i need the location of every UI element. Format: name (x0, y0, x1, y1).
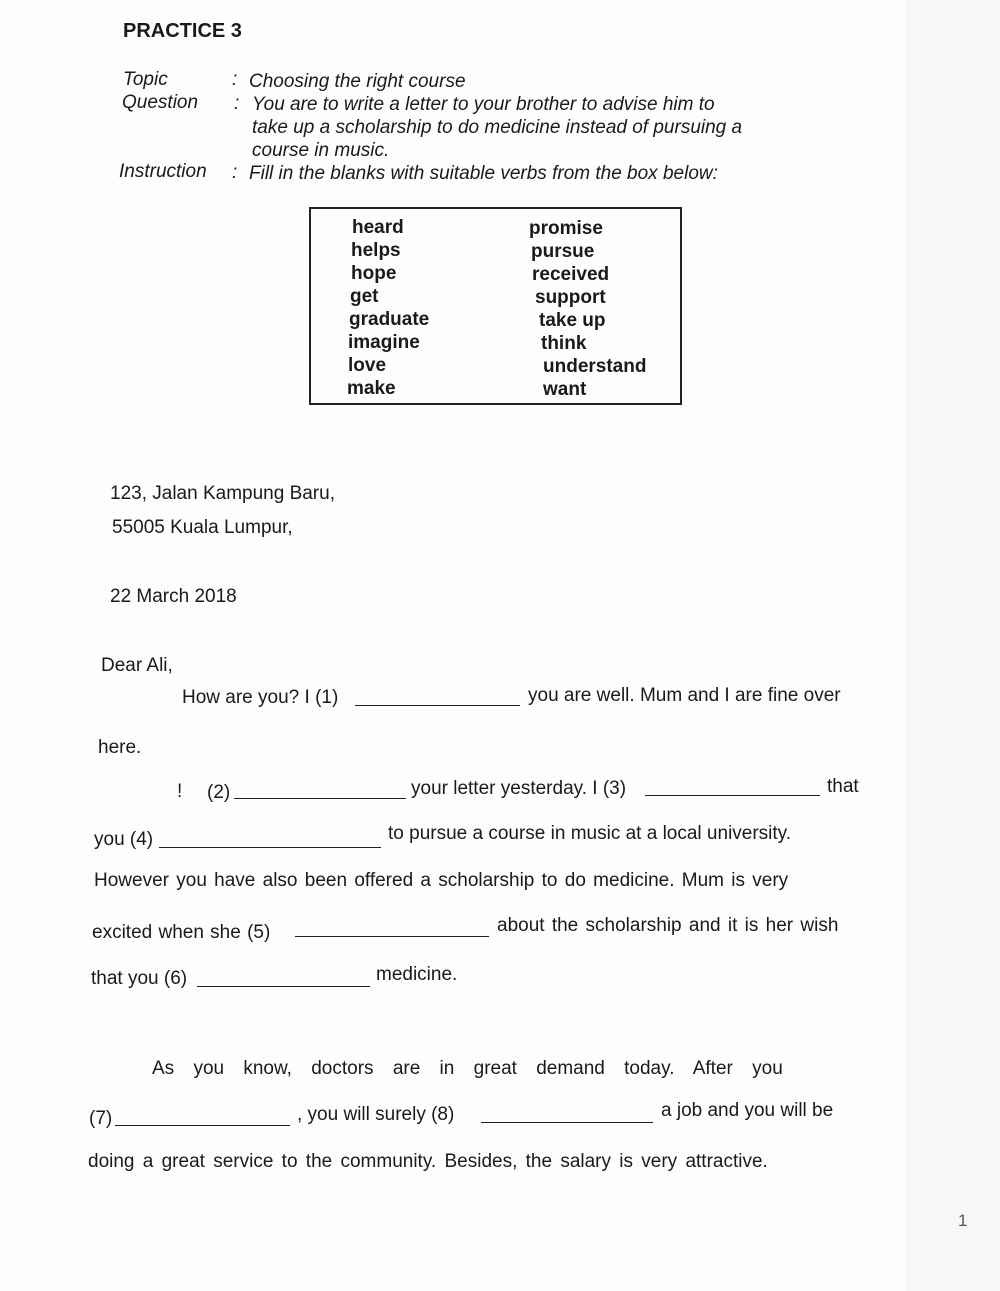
blank-2[interactable] (234, 782, 406, 799)
word-support: support (535, 287, 606, 308)
p2-text-c: that (827, 776, 859, 797)
topic-colon: : (232, 69, 238, 90)
p1-text-a: How are you? I (1) (182, 687, 339, 708)
instruction-colon: : (232, 162, 238, 183)
question-label: Question (122, 92, 199, 113)
p3-text-d: a job and you will be (661, 1100, 834, 1121)
blank-7[interactable] (115, 1109, 290, 1126)
p2-text-a: (2) (207, 782, 231, 803)
word-pursue: pursue (531, 241, 595, 262)
word-received: received (532, 264, 610, 285)
p3-text-b: (7) (89, 1108, 113, 1129)
p2-text-e: to pursue a course in music at a local university. (388, 823, 792, 844)
word-get: get (350, 286, 379, 307)
p3-text-e: doing a great service to the community. Besides, the salary is very attractive. (88, 1151, 768, 1172)
blank-1[interactable] (355, 689, 520, 706)
word-want: want (543, 379, 587, 400)
blank-4[interactable] (159, 831, 381, 848)
question-colon: : (234, 93, 240, 114)
p2-text-f: However you have also been offered a scholarship to do medicine. Mum is very (94, 870, 789, 891)
instruction-label: Instruction (119, 161, 207, 182)
address-line-1: 123, Jalan Kampung Baru, (110, 483, 335, 504)
word-hope: hope (351, 263, 397, 284)
blank-5[interactable] (295, 920, 489, 937)
p2-text-h: about the scholarship and it is her wish (497, 915, 839, 936)
word-think: think (541, 333, 587, 354)
word-heard: heard (352, 217, 404, 238)
topic-label: Topic (123, 69, 168, 90)
p3-text-a: As you know, doctors are in great demand today. After you (152, 1058, 783, 1079)
word-promise: promise (529, 218, 603, 239)
instruction-value: Fill in the blanks with suitable verbs from the box below: (249, 163, 718, 184)
word-make: make (347, 378, 396, 399)
word-understand: understand (543, 356, 647, 377)
word-graduate: graduate (349, 309, 430, 330)
word-take-up: take up (539, 310, 606, 331)
p1-text-b: you are well. Mum and I are fine over (528, 685, 841, 706)
topic-value: Choosing the right course (249, 71, 466, 92)
word-box (309, 207, 682, 405)
question-line-2: take up a scholarship to do medicine instead of pursuing a (252, 117, 743, 138)
letter-date: 22 March 2018 (110, 586, 237, 607)
salutation: Dear Ali, (101, 655, 173, 676)
address-line-2: 55005 Kuala Lumpur, (112, 517, 293, 538)
blank-6[interactable] (197, 970, 370, 987)
p2-mark: ! (177, 781, 183, 802)
p3-text-c: , you will surely (8) (297, 1104, 455, 1125)
word-love: love (348, 355, 387, 376)
p1-text-c: here. (98, 737, 142, 758)
question-line-3: course in music. (252, 140, 390, 161)
p2-text-i: that you (6) (91, 968, 188, 989)
question-line-1: You are to write a letter to your brother to advise him to (252, 94, 715, 115)
p2-text-b: your letter yesterday. I (3) (411, 778, 627, 799)
word-helps: helps (351, 240, 401, 261)
p2-text-j: medicine. (376, 964, 458, 985)
page-number: 1 (958, 1211, 968, 1230)
blank-3[interactable] (645, 779, 820, 796)
p2-text-g: excited when she (5) (92, 922, 271, 943)
page-title: PRACTICE 3 (123, 20, 242, 42)
blank-8[interactable] (481, 1106, 653, 1123)
p2-text-d: you (4) (94, 829, 154, 850)
word-imagine: imagine (348, 332, 420, 353)
